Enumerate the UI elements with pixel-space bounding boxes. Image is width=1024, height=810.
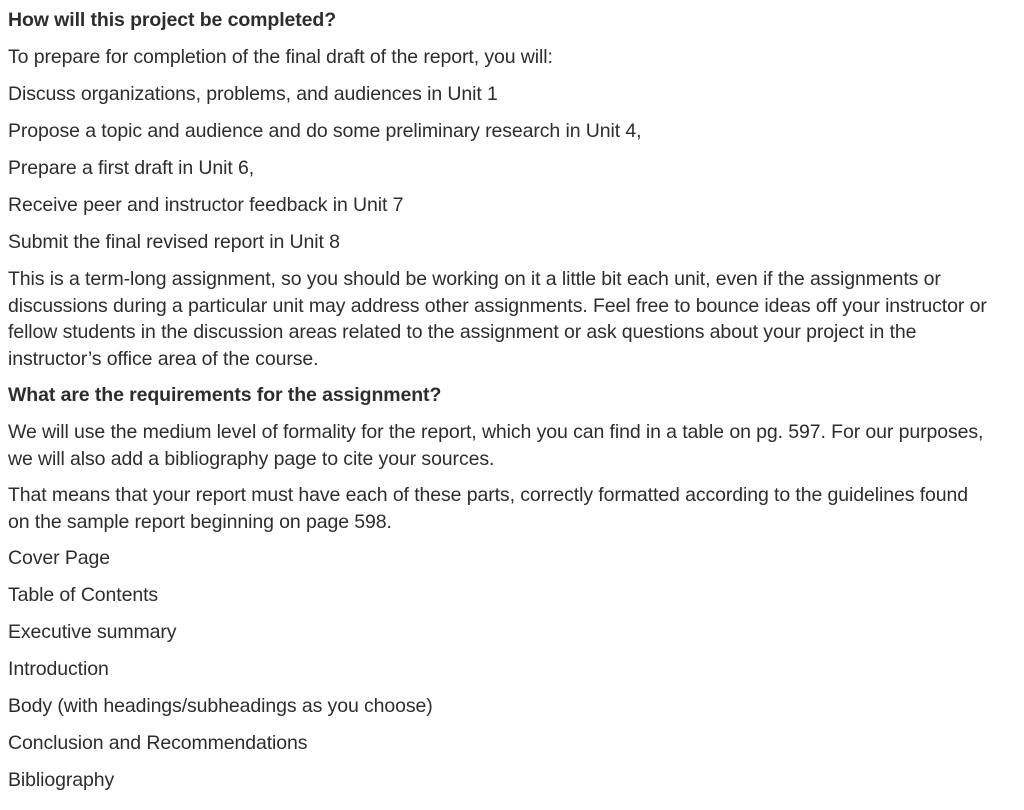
step-item: Discuss organizations, problems, and audiences in Unit 1 [8,83,498,105]
report-part-item: Executive summary [8,621,177,643]
report-part-item: Bibliography [8,769,115,791]
step-item: Receive peer and instructor feedback in Unit 7 [8,194,404,216]
report-part-item: Introduction [8,658,109,680]
report-part-item: Table of Contents [8,584,159,606]
step-item: Propose a topic and audience and do some preliminary research in Unit 4, [8,120,642,142]
parts-paragraph: That means that your report must have each of these parts, correctly formatted according to the guidelines found on the sample report beginning on page 598. [8,484,968,533]
requirements-heading: What are the requirements for the assignment? [8,384,442,406]
step-item: Prepare a first draft in Unit 6, [8,157,255,179]
step-item: Submit the final revised report in Unit 8 [8,231,340,253]
report-part-item: Conclusion and Recommendations [8,732,308,754]
completion-heading: How will this project be completed? [8,9,337,31]
term-long-paragraph: This is a term-long assignment, so you should be working on it a little bit each unit, even if the assignments or discussions during a particular unit may address other assignments. Feel free to bounce ideas off your instructor or fellow students in the discussion areas related to the assignment or ask questions about your project in the instructor’s office area of the course. [8,268,987,370]
completion-intro: To prepare for completion of the final draft of the report, you will: [8,46,553,68]
report-part-item: Cover Page [8,547,110,569]
report-part-item: Body (with headings/subheadings as you choose) [8,695,433,717]
formality-paragraph: We will use the medium level of formality for the report, which you can find in a table on pg. 597. For our purposes, we will also add a bibliography page to cite your sources. [8,421,984,470]
